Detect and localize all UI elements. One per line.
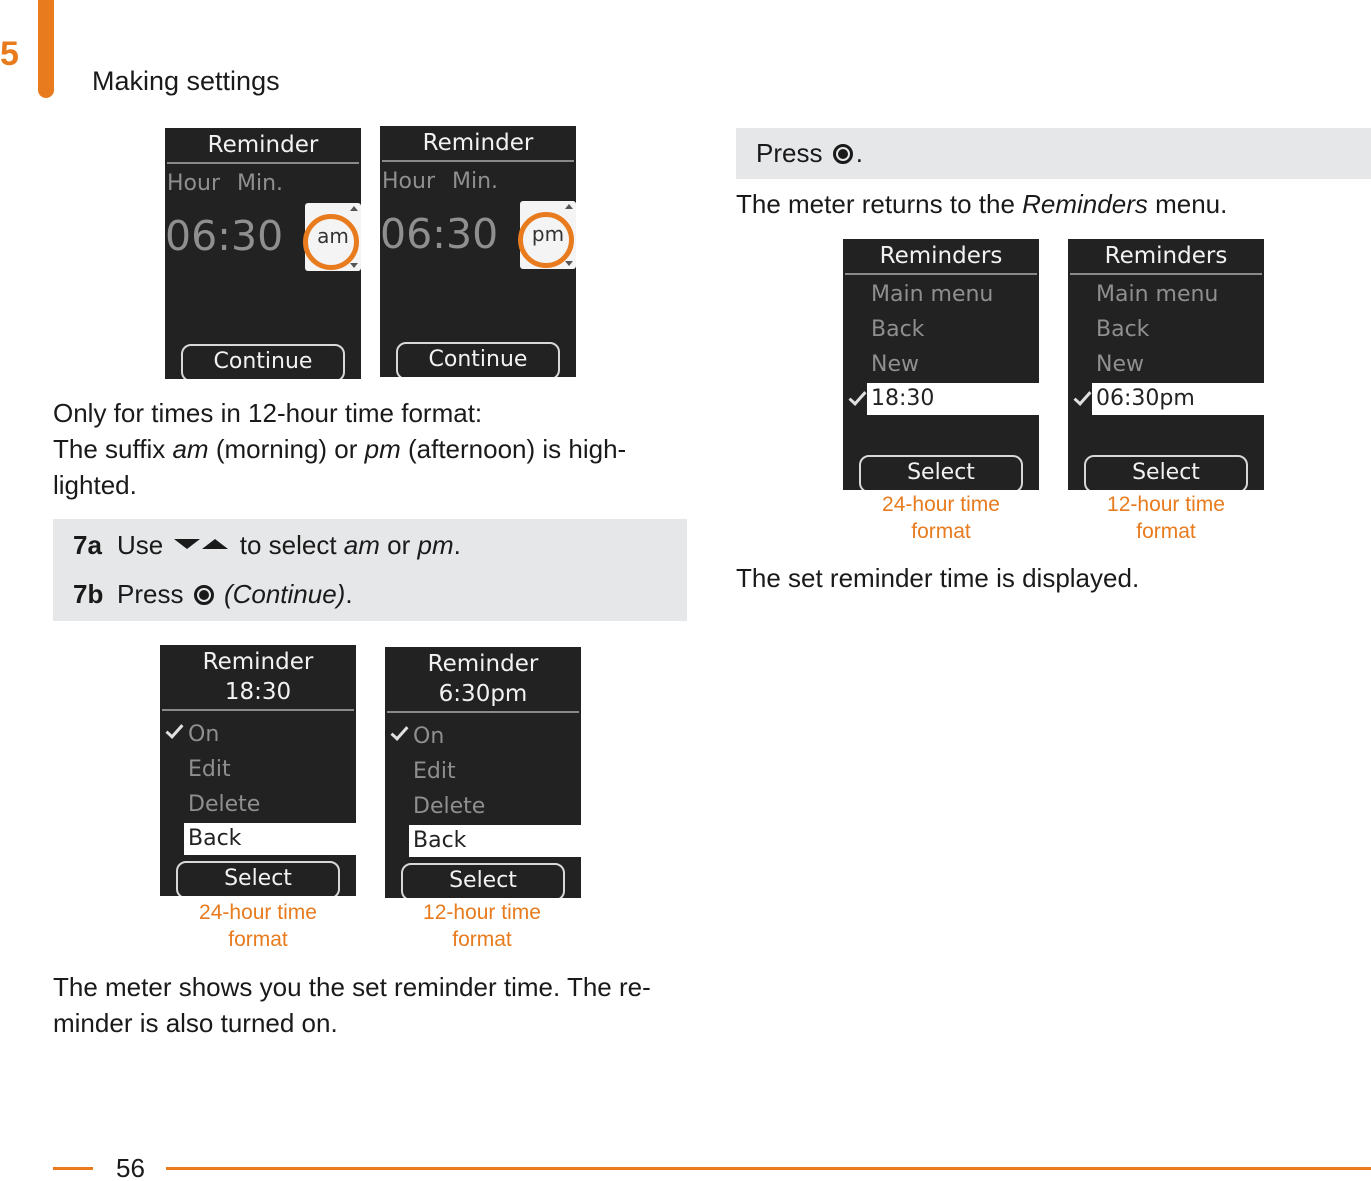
menu-item: Delete [413,794,486,819]
text-line: minder is also turned on. [53,1008,338,1038]
paragraph-returns-to-menu: The meter returns to the Reminders menu. [736,189,1228,219]
chapter-marker-bar [38,0,54,98]
device-screen-reminder-12h [385,647,581,898]
suffix-value: pm [531,222,565,246]
screen-title: Reminders [1104,243,1228,269]
select-button: Select [1084,455,1248,490]
menu-item: Back [871,317,925,342]
screen-title: Reminder [427,651,539,677]
text-line: The meter shows you the set reminder time. The re- [53,972,651,1002]
press-box [736,128,1371,179]
screen-divider [1070,273,1262,275]
step-number: 7a [73,530,102,560]
screen-title: Reminder [207,132,319,158]
menu-item-selected: 06:30pm [1092,383,1264,415]
down-arrow-icon [565,261,573,266]
hour-label: Hour [167,171,220,196]
screen-divider [167,162,359,164]
min-label: Min. [452,169,499,194]
check-icon [165,720,183,739]
time-value: 06:30 [165,212,284,260]
text-line: The suffix am (morning) or pm (afternoon) is high- [53,434,627,464]
device-screen-reminder-24h [160,645,356,896]
caption-12-hour: 12-hour time format [423,901,541,951]
menu-item-selected: Back [184,823,356,855]
caption-24-hour: 24-hour time format [199,901,317,951]
min-label: Min. [237,171,284,196]
down-arrow-icon [174,539,200,549]
menu-item: Edit [188,757,231,782]
device-screen-reminder-pm [380,126,576,377]
screen-subtitle: 6:30pm [438,681,528,707]
down-arrow-icon [350,263,358,268]
time-value: 06:30 [380,210,499,258]
page-number: 56 [116,1153,145,1181]
screen-divider [162,709,354,711]
menu-item: New [871,352,919,377]
continue-button: Continue [396,342,560,377]
menu-item: New [1096,352,1144,377]
step-7a: 7a Use to select am or pm. [73,530,461,560]
up-arrow-icon [202,539,228,549]
steps-box [53,519,687,621]
select-button: Select [859,455,1023,490]
step-number: 7b [73,579,104,609]
highlight-circle [518,212,574,268]
chapter-number: 5 [0,35,19,73]
check-icon [390,722,408,741]
ok-button-icon [194,585,214,605]
menu-item: Main menu [871,282,994,307]
footer-rule-right [166,1167,1371,1170]
step-7b: 7b Press (Continue). [73,579,353,609]
up-arrow-icon [350,206,358,211]
menu-item-selected: Back [409,825,581,857]
menu-item: On [413,724,445,749]
ok-button-icon [833,144,853,164]
paragraph-12-hour-note [53,395,683,503]
screen-divider [845,273,1037,275]
screen-divider [387,711,579,713]
highlight-circle [303,214,359,270]
suffix-value: am [317,224,349,248]
press-instruction: Press . [756,138,863,168]
select-button: Select [176,861,340,896]
screen-divider [382,160,574,162]
select-button: Select [401,863,565,898]
menu-item: On [188,722,220,747]
menu-item: Delete [188,792,261,817]
paragraph-time-displayed: The set reminder time is displayed. [736,563,1140,593]
text-line: Only for times in 12-hour time format: [53,398,483,428]
menu-item: Main menu [1096,282,1219,307]
continue-button: Continue [181,344,345,379]
device-screen-reminder-am [165,128,361,379]
menu-item: Edit [413,759,456,784]
menu-item-selected: 18:30 [867,383,1039,415]
chapter-title: Making settings [92,66,280,96]
device-screen-reminders-24h [843,239,1039,490]
up-arrow-icon [565,204,573,209]
paragraph-set-time [53,969,683,1041]
footer-rule-left [53,1167,93,1170]
caption-12-hour: 12-hour time format [1107,493,1225,543]
screen-title: Reminder [202,649,314,675]
check-icon [848,387,866,406]
hour-label: Hour [382,169,435,194]
menu-item: Back [1096,317,1150,342]
screen-title: Reminder [422,130,534,156]
text-line: lighted. [53,470,137,500]
check-icon [1073,387,1091,406]
device-screen-reminders-12h [1068,239,1264,490]
caption-24-hour: 24-hour time format [882,493,1000,543]
screen-title: Reminders [879,243,1003,269]
screen-subtitle: 18:30 [224,679,292,705]
